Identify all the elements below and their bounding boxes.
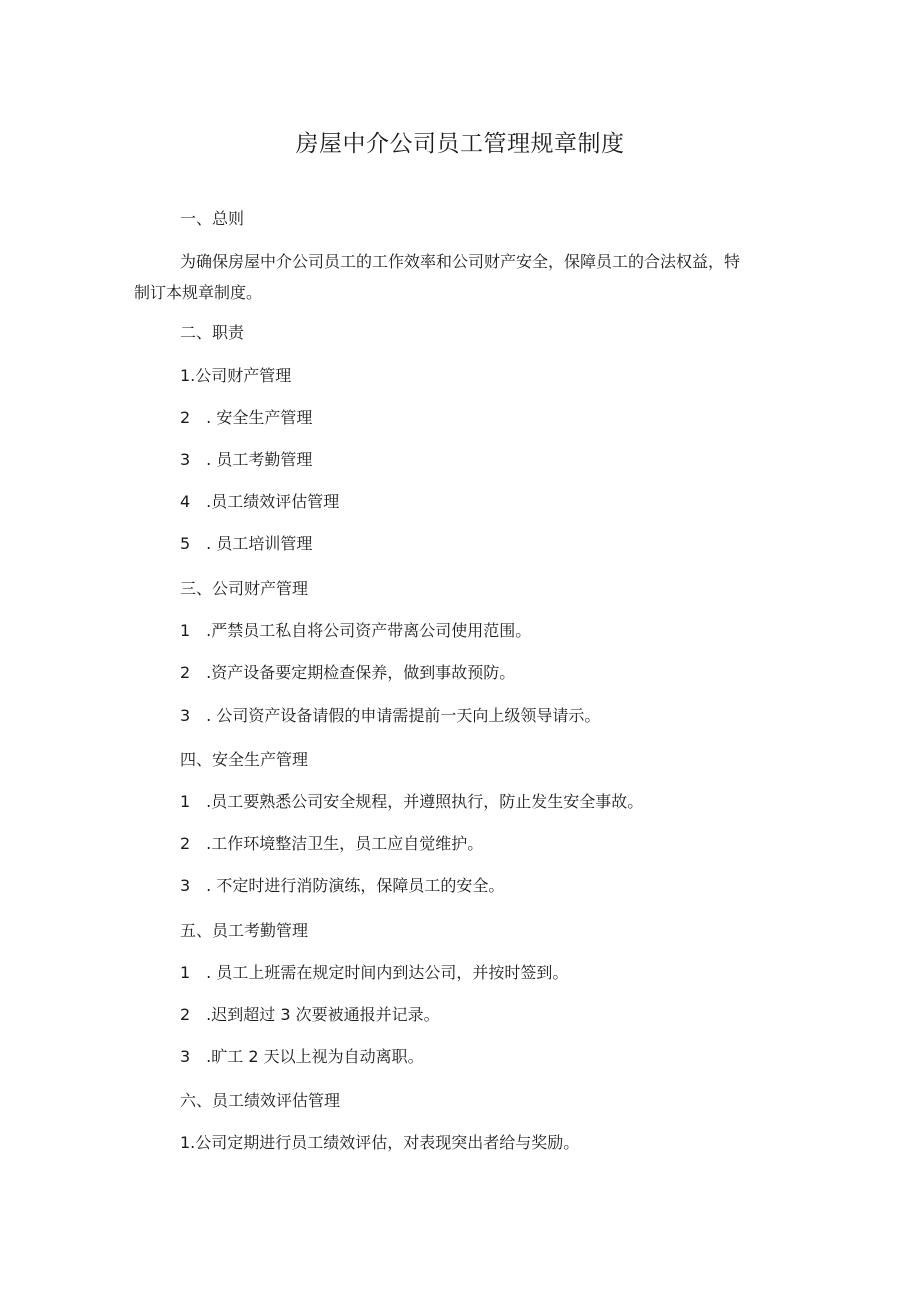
- list-item: 3 . 公司资产设备请假的申请需提前一天向上级领导请示。: [180, 706, 601, 725]
- intro-paragraph-line2: 制订本规章制度。: [134, 283, 263, 302]
- section-heading-attendance: 五、员工考勤管理: [180, 921, 309, 940]
- list-item: 1.公司财产管理: [180, 366, 292, 385]
- list-item: 1.公司定期进行员工绩效评估，对表现突出者给与奖励。: [180, 1133, 580, 1152]
- list-item: 2 . 安全生产管理: [180, 408, 313, 427]
- list-item: 5 . 员工培训管理: [180, 534, 313, 553]
- page-title: 房屋中介公司员工管理规章制度: [295, 131, 625, 157]
- list-item: 1 . 员工上班需在规定时间内到达公司，并按时签到。: [180, 963, 569, 982]
- list-item: 4 .员工绩效评估管理: [180, 492, 340, 511]
- list-item: 3 . 不定时进行消防演练，保障员工的安全。: [180, 876, 505, 895]
- list-item: 3 .旷工 2 天以上视为自动离职。: [180, 1047, 424, 1066]
- list-item: 1 .员工要熟悉公司安全规程，并遵照执行，防止发生安全事故。: [180, 792, 644, 811]
- section-heading-duties: 二、职责: [180, 323, 245, 342]
- section-heading-general: 一、总则: [180, 209, 245, 228]
- section-heading-safety: 四、安全生产管理: [180, 750, 309, 769]
- list-item: 3 . 员工考勤管理: [180, 450, 313, 469]
- list-item: 2 .资产设备要定期检查保养，做到事故预防。: [180, 663, 516, 682]
- list-item: 1 .严禁员工私自将公司资产带离公司使用范围。: [180, 621, 532, 640]
- section-heading-performance: 六、员工绩效评估管理: [180, 1091, 341, 1110]
- list-item: 2 .迟到超过 3 次要被通报并记录。: [180, 1005, 440, 1024]
- section-heading-property: 三、公司财产管理: [180, 579, 309, 598]
- intro-paragraph-line1: 为确保房屋中介公司员工的工作效率和公司财产安全，保障员工的合法权益，特: [180, 252, 741, 271]
- list-item: 2 .工作环境整洁卫生，员工应自觉维护。: [180, 834, 484, 853]
